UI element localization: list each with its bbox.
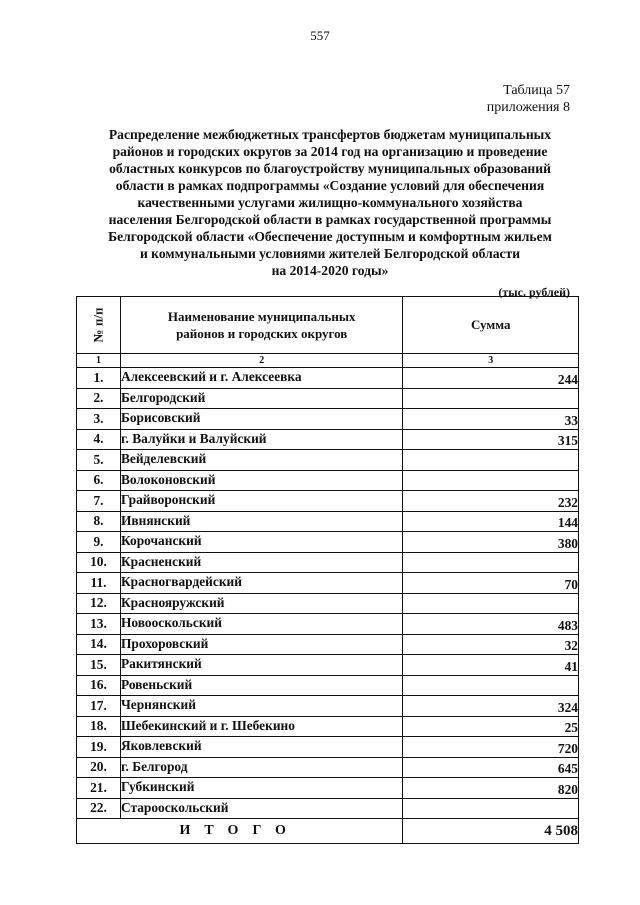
row-name: Новооскольский — [120, 614, 402, 635]
row-name: Шебекинский и г. Шебекино — [120, 716, 402, 737]
row-number: 11. — [77, 573, 121, 594]
table-row — [77, 757, 579, 778]
title-line: Белгородской области «Обеспечение доступным и комфортным жильем — [108, 229, 552, 244]
table-row — [77, 573, 579, 594]
row-number: 13. — [77, 614, 121, 635]
column-index-row — [77, 354, 579, 368]
table-reference — [487, 82, 570, 116]
table-row — [77, 552, 579, 573]
row-sum: 32 — [403, 634, 579, 655]
title-line: на 2014-2020 годы» — [271, 263, 389, 278]
table-row — [77, 491, 579, 512]
row-number: 10. — [77, 552, 121, 573]
row-name: Вейделевский — [120, 450, 402, 471]
row-name: Ракитянский — [120, 655, 402, 676]
row-name: Красногвардейский — [120, 573, 402, 594]
transfers-table — [76, 296, 579, 844]
row-name: Чернянский — [120, 696, 402, 717]
row-name: Яковлевский — [120, 737, 402, 758]
row-sum — [403, 798, 579, 819]
row-sum: 720 — [403, 737, 579, 758]
table-row — [77, 655, 579, 676]
row-sum: 820 — [403, 778, 579, 799]
row-number: 19. — [77, 737, 121, 758]
title-line: районов и городских округов за 2014 год на организацию и проведение — [112, 144, 548, 159]
header-name-line1: Наименование муниципальных — [167, 309, 356, 324]
title-line: и коммунальными условиями жителей Белгородской области — [139, 246, 521, 261]
row-name: г. Белгород — [120, 757, 402, 778]
units-label: (тыс. рублей) — [498, 285, 570, 299]
row-number: 8. — [77, 511, 121, 532]
table-reference-line1: Таблица 57 — [503, 83, 570, 98]
table-row — [77, 532, 579, 553]
table-row — [77, 470, 579, 491]
row-sum: 232 — [403, 491, 579, 512]
table-header-row — [77, 297, 579, 354]
total-sum: 4 508 — [403, 819, 579, 844]
row-sum: 25 — [403, 716, 579, 737]
row-name: Ровеньский — [120, 675, 402, 696]
row-number: 2. — [77, 388, 121, 409]
column-index: 1 — [77, 354, 121, 368]
column-index: 2 — [120, 354, 402, 368]
row-sum: 244 — [403, 368, 579, 389]
row-sum: 33 — [403, 409, 579, 430]
table-row — [77, 614, 579, 635]
table-row — [77, 675, 579, 696]
table-row — [77, 634, 579, 655]
table-row — [77, 798, 579, 819]
table-row — [77, 368, 579, 389]
table-row — [77, 511, 579, 532]
page-number: 557 — [310, 28, 330, 43]
title-line: области в рамках подпрограммы «Создание условий для обеспечения — [115, 178, 545, 193]
column-index: 3 — [403, 354, 579, 368]
row-name: г. Валуйки и Валуйский — [120, 429, 402, 450]
table-row — [77, 716, 579, 737]
row-sum — [403, 675, 579, 696]
table-row — [77, 593, 579, 614]
header-name — [120, 297, 402, 354]
total-label: ИТОГО — [77, 819, 403, 844]
row-sum: 144 — [403, 511, 579, 532]
title-line: населения Белгородской области в рамках государственной программы — [108, 212, 552, 227]
table-row — [77, 429, 579, 450]
row-number: 22. — [77, 798, 121, 819]
row-name: Борисовский — [120, 409, 402, 430]
title-line: Распределение межбюджетных трансфертов бюджетам муниципальных — [108, 127, 552, 142]
row-name: Корочанский — [120, 532, 402, 553]
table-row — [77, 778, 579, 799]
row-number: 16. — [77, 675, 121, 696]
row-sum — [403, 593, 579, 614]
row-sum: 380 — [403, 532, 579, 553]
row-name: Губкинский — [120, 778, 402, 799]
row-name: Грайворонский — [120, 491, 402, 512]
row-sum: 70 — [403, 573, 579, 594]
row-number: 14. — [77, 634, 121, 655]
row-number: 1. — [77, 368, 121, 389]
title-line: качественными услугами жилищно-коммунального хозяйства — [137, 195, 523, 210]
row-sum — [403, 450, 579, 471]
row-number: 21. — [77, 778, 121, 799]
row-name: Алексеевский и г. Алексеевка — [120, 368, 402, 389]
row-name: Красненский — [120, 552, 402, 573]
row-name: Белгородский — [120, 388, 402, 409]
table-row — [77, 450, 579, 471]
table-row — [77, 388, 579, 409]
row-name: Ивнянский — [120, 511, 402, 532]
title-line: областных конкурсов по благоустройству муниципальных образований — [109, 161, 551, 176]
row-number: 20. — [77, 757, 121, 778]
row-sum — [403, 388, 579, 409]
row-number: 9. — [77, 532, 121, 553]
row-name: Прохоровский — [120, 634, 402, 655]
header-num: № п/п — [77, 297, 121, 354]
table-row — [77, 696, 579, 717]
table-row — [77, 409, 579, 430]
row-name: Волоконовский — [120, 470, 402, 491]
row-name: Краснояружский — [120, 593, 402, 614]
document-title — [80, 126, 580, 279]
row-number: 3. — [77, 409, 121, 430]
row-number: 7. — [77, 491, 121, 512]
row-sum: 483 — [403, 614, 579, 635]
table-row — [77, 737, 579, 758]
header-sum: Сумма — [403, 297, 579, 354]
table-reference-line2: приложения 8 — [486, 100, 570, 115]
row-number: 18. — [77, 716, 121, 737]
row-number: 6. — [77, 470, 121, 491]
row-sum: 315 — [403, 429, 579, 450]
row-number: 12. — [77, 593, 121, 614]
row-number: 5. — [77, 450, 121, 471]
row-number: 15. — [77, 655, 121, 676]
row-number: 17. — [77, 696, 121, 717]
row-sum — [403, 470, 579, 491]
row-sum: 645 — [403, 757, 579, 778]
row-sum: 324 — [403, 696, 579, 717]
row-sum — [403, 552, 579, 573]
header-name-line2: районов и городских округов — [176, 326, 348, 341]
total-row — [77, 819, 579, 844]
row-name: Старооскольский — [120, 798, 402, 819]
row-number: 4. — [77, 429, 121, 450]
row-sum: 41 — [403, 655, 579, 676]
